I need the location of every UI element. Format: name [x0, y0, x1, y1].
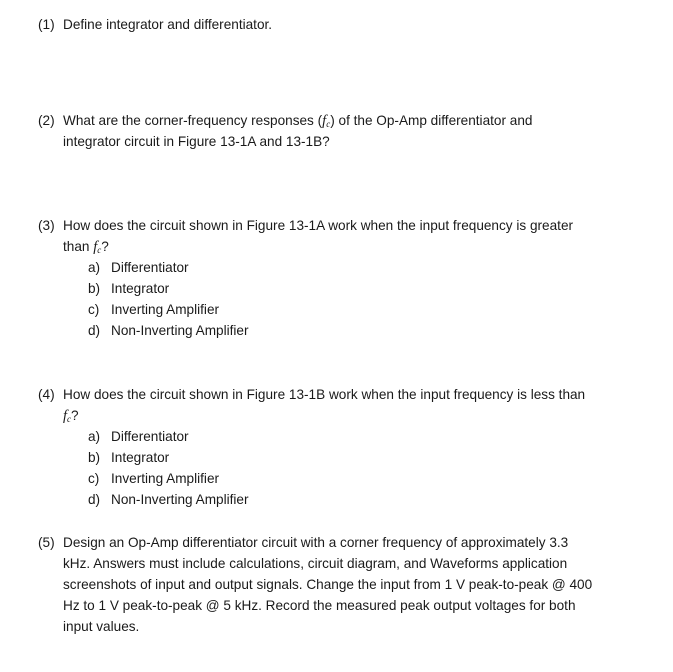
- option-c: [38, 468, 653, 489]
- answer-options: [38, 426, 653, 510]
- option-text: Non-Inverting Amplifier: [111, 492, 249, 507]
- option-text: Inverting Amplifier: [111, 302, 220, 317]
- question-text-line-1: What are the corner-frequency responses $(f_c)$ of the Op-Amp differentiator and: [63, 113, 533, 129]
- fc-symbol: $f_c$: [322, 113, 331, 129]
- question-text-line-1: How does the circuit shown in Figure 13-1A work when the input frequency is greater: [63, 218, 574, 233]
- option-letter: d): [88, 492, 101, 507]
- question-2: [38, 110, 653, 152]
- question-text-line-2: than $f_c$?: [63, 239, 109, 255]
- option-letter: a): [88, 260, 101, 275]
- option-text: Integrator: [111, 281, 170, 296]
- question-3: [38, 215, 653, 341]
- question-number: (1): [38, 17, 55, 32]
- option-text: Inverting Amplifier: [111, 471, 220, 486]
- question-text-line-2: $f_c$?: [63, 408, 79, 424]
- option-a: [38, 426, 653, 447]
- option-text: Differentiator: [111, 260, 189, 275]
- option-letter: b): [88, 450, 101, 465]
- option-text: Differentiator: [111, 429, 189, 444]
- question-text-line-2: kHz. Answers must include calculations, circuit diagram, and Waveforms application: [63, 556, 568, 571]
- question-text-line-1: Design an Op-Amp differentiator circuit with a corner frequency of approximately 3.3: [63, 535, 569, 550]
- option-letter: a): [88, 429, 101, 444]
- question-text: Define integrator and differentiator.: [63, 17, 273, 32]
- fc-symbol: $f_c$: [93, 239, 102, 255]
- question-number: (4): [38, 387, 55, 402]
- fc-symbol: $f_c$: [63, 408, 72, 424]
- option-letter: d): [88, 323, 101, 338]
- question-5: [38, 532, 653, 637]
- question-text-line-2: integrator circuit in Figure 13-1A and 13-1B?: [63, 134, 330, 149]
- option-c: [38, 299, 653, 320]
- answer-options: [38, 257, 653, 341]
- option-text: Non-Inverting Amplifier: [111, 323, 249, 338]
- option-text: Integrator: [111, 450, 170, 465]
- question-4: [38, 384, 653, 510]
- question-number: (2): [38, 113, 55, 128]
- option-letter: c): [88, 471, 100, 486]
- question-text-line-3: screenshots of input and output signals. Change the input from 1 V peak-to-peak @ 400: [63, 577, 593, 592]
- option-d: [38, 489, 653, 510]
- question-1: [38, 14, 653, 35]
- option-a: [38, 257, 653, 278]
- question-text-line-5: input values.: [63, 619, 140, 634]
- question-text-line-1: How does the circuit shown in Figure 13-1B work when the input frequency is less than: [63, 387, 586, 402]
- question-text-line-4: Hz to 1 V peak-to-peak @ 5 kHz. Record the measured peak output voltages for both: [63, 598, 576, 613]
- option-b: [38, 278, 653, 299]
- option-b: [38, 447, 653, 468]
- option-letter: c): [88, 302, 100, 317]
- option-d: [38, 320, 653, 341]
- question-number: (3): [38, 218, 55, 233]
- question-number: (5): [38, 535, 55, 550]
- option-letter: b): [88, 281, 101, 296]
